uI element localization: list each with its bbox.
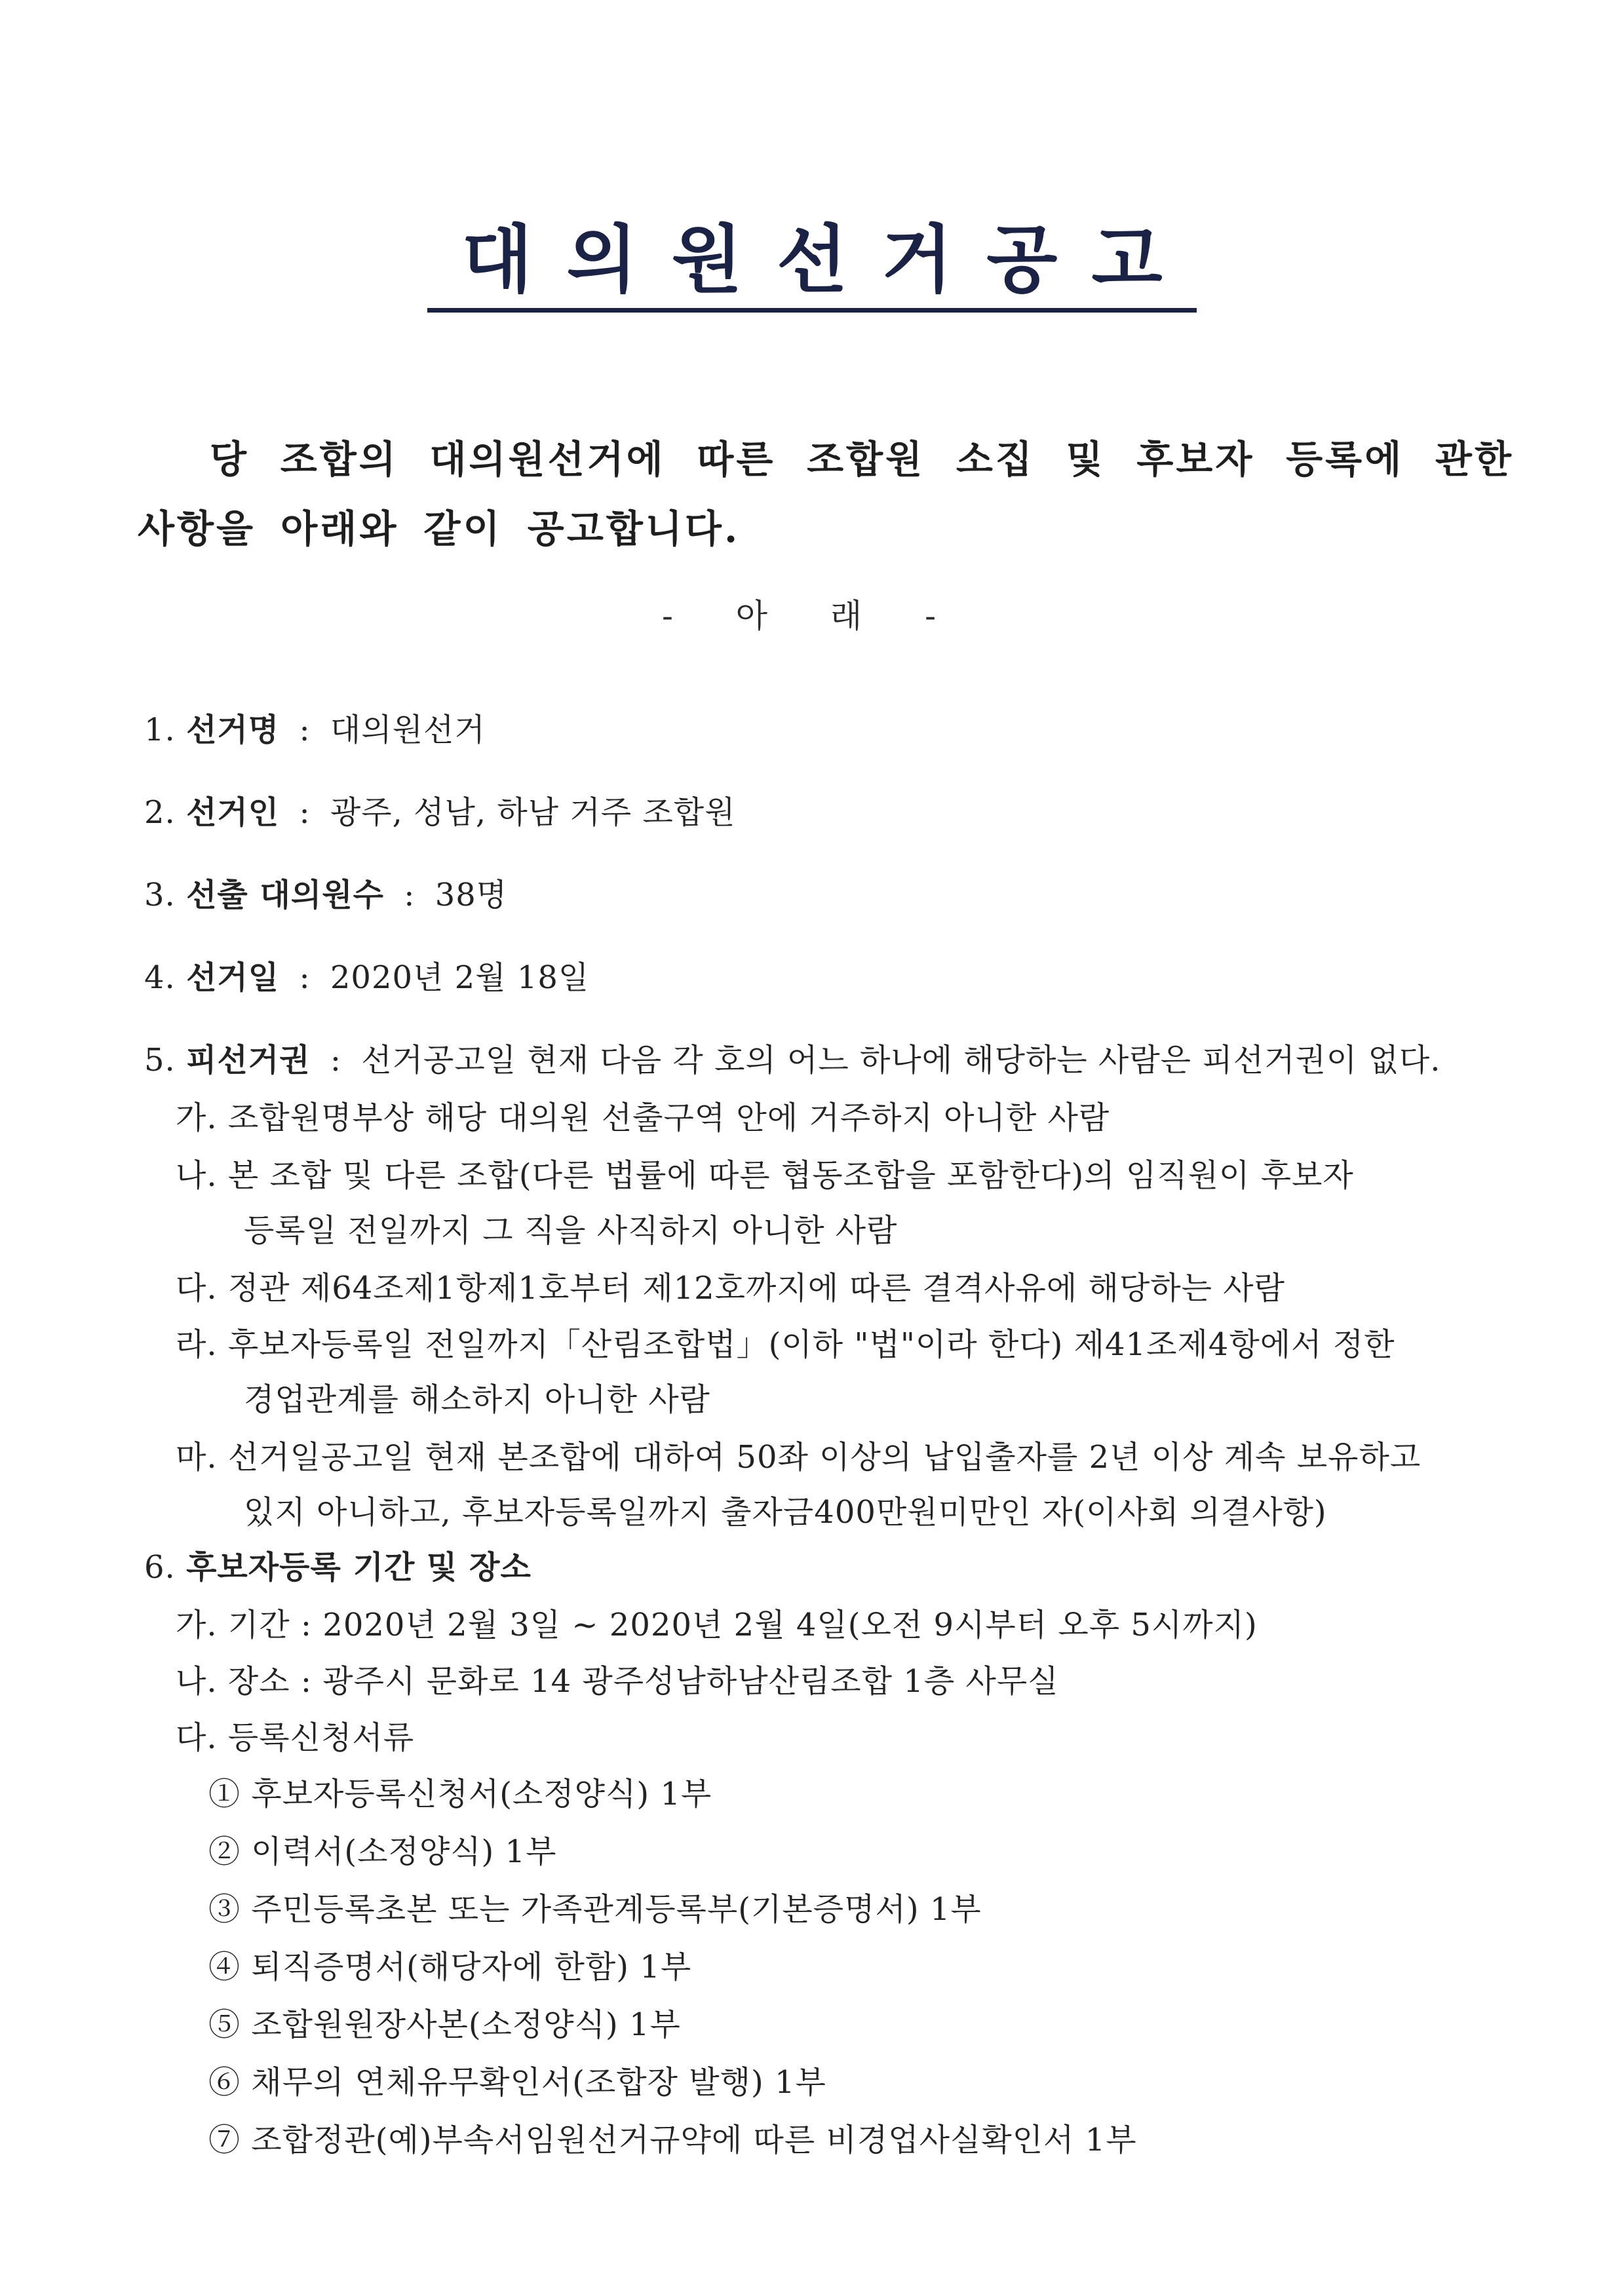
item-value: 2020년 2월 18일 <box>330 959 590 996</box>
item-number: 6. <box>144 1549 176 1586</box>
section-divider-heading: - 아 래 - <box>661 597 963 635</box>
item-5-sub-da: 다. 정관 제64조제1항제1호부터 제12호까지에 따른 결격사유에 해당하는 사람 <box>176 1270 1285 1307</box>
document-list-item: ③ 주민등록초본 또는 가족관계등록부(기본증명서) 1부 <box>208 1891 982 1928</box>
item-separator: : <box>299 794 311 831</box>
item-value: 38명 <box>435 877 508 913</box>
item-number: 5. <box>144 1042 176 1079</box>
item-5-sub-ra-cont: 경업관계를 해소하지 아니한 사람 <box>244 1381 710 1418</box>
item-label: 피선거권 <box>186 1042 311 1079</box>
item-5-sub-ma-cont: 있지 아니하고, 후보자등록일까지 출자금400만원미만인 자(이사회 의결사항) <box>244 1494 1327 1531</box>
document-list-item: ④ 퇴직증명서(해당자에 한함) 1부 <box>208 1949 692 1985</box>
item-label: 선거일 <box>186 959 280 996</box>
item-6 <box>144 1548 532 1587</box>
item-value: 광주, 성남, 하남 거주 조합원 <box>330 794 736 831</box>
document-list-item: ⑦ 조합정관(예)부속서임원선거규약에 따른 비경업사실확인서 1부 <box>208 2122 1137 2158</box>
item-6-sub-na: 나. 장소 : 광주시 문화로 14 광주성남하남산림조합 1층 사무실 <box>176 1663 1059 1700</box>
item-value: 대의원선거 <box>330 712 486 748</box>
item-number: 3. <box>144 877 176 913</box>
item-number: 1. <box>144 712 176 748</box>
item-separator: : <box>404 877 416 913</box>
item-2 <box>144 793 735 832</box>
document-title <box>0 216 1624 313</box>
item-6-sub-da: 다. 등록신청서류 <box>176 1719 415 1756</box>
item-label: 후보자등록 기간 및 장소 <box>186 1549 532 1586</box>
item-separator: : <box>330 1042 341 1079</box>
item-separator: : <box>299 712 311 748</box>
intro-paragraph: 당 조합의 대의원선거에 따른 조합원 소집 및 후보자 등록에 관한 사항을 아래와 같이 공고합니다. <box>138 437 1514 551</box>
document-list-item: ⑤ 조합원원장사본(소정양식) 1부 <box>208 2006 681 2043</box>
item-value: 선거공고일 현재 다음 각 호의 어느 하나에 해당하는 사람은 피선거권이 없다. <box>361 1042 1441 1079</box>
item-3 <box>144 875 507 915</box>
item-number: 2. <box>144 794 176 831</box>
item-5-sub-na-cont: 등록일 전일까지 그 직을 사직하지 아니한 사람 <box>244 1212 898 1249</box>
title-text: 대의원선거공고 <box>427 216 1196 313</box>
item-5-sub-ga: 가. 조합원명부상 해당 대의원 선출구역 안에 거주하지 아니한 사람 <box>176 1100 1110 1136</box>
item-5-sub-na: 나. 본 조합 및 다른 조합(다른 법률에 따른 협동조합을 포함한다)의 임직원이 후보자 <box>176 1157 1354 1194</box>
item-separator: : <box>299 959 311 996</box>
item-6-sub-ga: 가. 기간 : 2020년 2월 3일 ~ 2020년 2월 4일(오전 9시부터 오후 5시까지) <box>176 1607 1258 1643</box>
item-5 <box>144 1041 1441 1080</box>
item-number: 4. <box>144 959 176 996</box>
document-list-item: ① 후보자등록신청서(소정양식) 1부 <box>208 1776 712 1812</box>
item-5-sub-ra: 라. 후보자등록일 전일까지「산림조합법」(이하 "법"이라 한다) 제41조제4항에서 정한 <box>176 1326 1395 1363</box>
item-5-sub-ma: 마. 선거일공고일 현재 본조합에 대하여 50좌 이상의 납입출자를 2년 이상 계속 보유하고 <box>176 1439 1421 1476</box>
item-label: 선거명 <box>186 712 280 748</box>
item-4 <box>144 958 589 997</box>
document-list-item: ② 이력서(소정양식) 1부 <box>208 1833 557 1870</box>
document-list-item: ⑥ 채무의 연체유무확인서(조합장 발행) 1부 <box>208 2064 826 2101</box>
item-label: 선거인 <box>186 794 280 831</box>
item-label: 선출 대의원수 <box>186 877 384 913</box>
item-1 <box>144 710 486 750</box>
